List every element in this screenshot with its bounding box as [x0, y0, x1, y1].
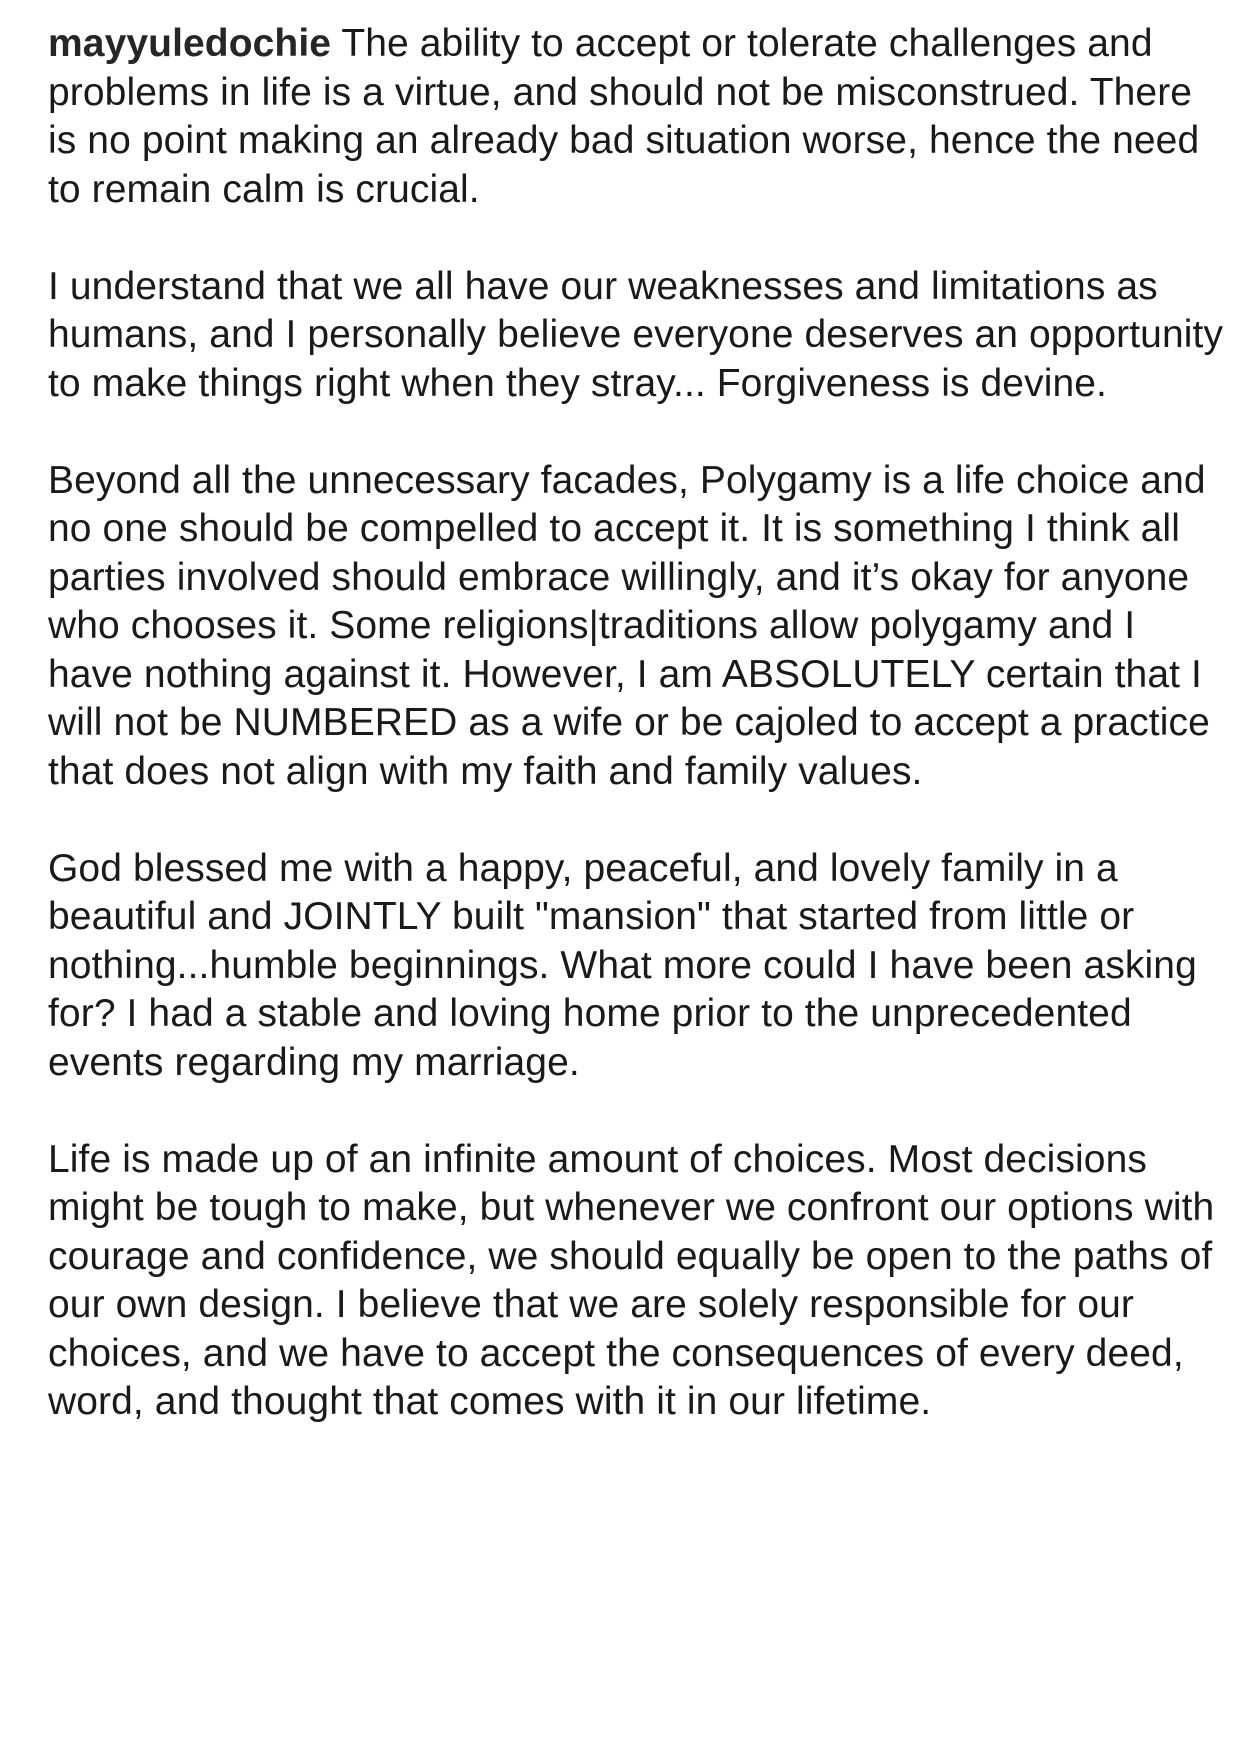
caption-paragraph-2: I understand that we all have our weaknesses and limitations as humans, and I personally believe everyone deserves an opportunity to make things right when they stray... Forgiveness is devine. — [48, 264, 1224, 405]
caption-text-1: The ability to accept or tolerate challenges and problems in life is a virtue, and should not be misconstrued. There is no point making an already bad situation worse, hence the need to remain calm is crucial. — [48, 22, 1200, 211]
username-link[interactable]: mayyuledochie — [48, 22, 332, 65]
caption-paragraph-1 — [48, 20, 1224, 214]
caption-paragraph-3: Beyond all the unnecessary facades, Polygamy is a life choice and no one should be compelled to accept it. It is something I think all parties involved should embrace willingly, and it’s okay for anyone who chooses it. Some religions|traditions allow polygamy and I have nothing against it. However, I am ABSOLUTELY certain that I will not be NUMBERED as a wife or be cajoled to accept a practice that does not align with my faith and family values. — [48, 458, 1210, 793]
caption-paragraph-4: God blessed me with a happy, peaceful, and lovely family in a beautiful and JOINTLY built "mansion" that started from little or nothing...humble beginnings. What more could I have been asking for? I had a stable and loving home prior to the unprecedented events regarding my marriage. — [48, 846, 1197, 1084]
caption-paragraph-5: Life is made up of an infinite amount of choices. Most decisions might be tough to make, but whenever we confront our options with courage and confidence, we should equally be open to the paths of our own design. I believe that we are solely responsible for our choices, and we have to accept the consequences of every deed, word, and thought that comes with it in our lifetime. — [48, 1137, 1215, 1423]
post-caption — [48, 20, 1224, 1475]
